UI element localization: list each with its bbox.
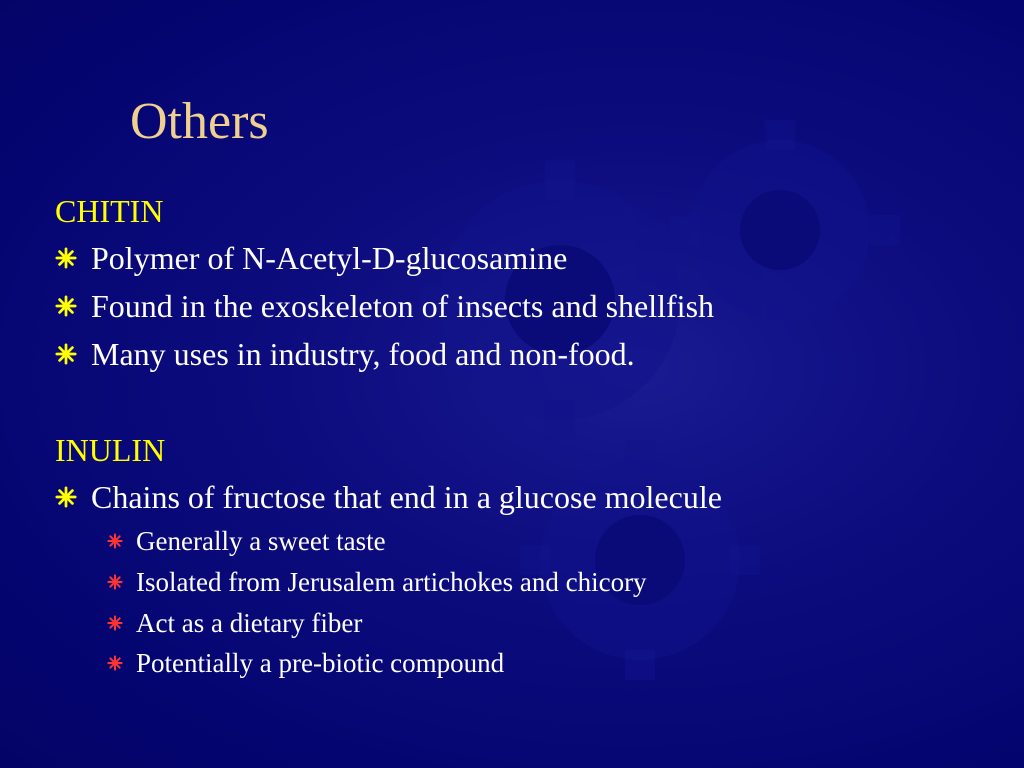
starburst-icon — [55, 247, 77, 269]
starburst-icon — [107, 533, 123, 549]
sub-bullet-item — [107, 525, 386, 557]
sub-bullet-text: Act as a dietary fiber — [136, 608, 363, 638]
starburst-icon — [107, 574, 123, 590]
starburst-icon — [55, 486, 77, 508]
bullet-text: Found in the exoskeleton of insects and shellfish — [91, 288, 715, 324]
bullet-text: Chains of fructose that end in a glucose molecule — [91, 479, 722, 515]
starburst-icon — [107, 615, 123, 631]
bullet-item — [55, 478, 722, 516]
bullet-text: Many uses in industry, food and non-food. — [91, 336, 635, 372]
section-heading-chitin: CHITIN — [55, 193, 164, 229]
sub-bullet-item — [107, 647, 504, 679]
sub-bullet-text: Generally a sweet taste — [136, 526, 386, 556]
sub-bullet-item — [107, 566, 647, 598]
bullet-item — [55, 239, 567, 277]
starburst-icon — [55, 295, 77, 317]
sub-bullet-text: Potentially a pre-biotic compound — [136, 648, 505, 678]
slide-title: Others — [130, 93, 269, 150]
section-heading-inulin: INULIN — [55, 432, 166, 468]
bullet-text: Polymer of N-Acetyl-D-glucosamine — [91, 240, 568, 276]
bullet-item — [55, 287, 714, 325]
bullet-item — [55, 335, 635, 373]
sub-bullet-text: Isolated from Jerusalem artichokes and chicory — [136, 567, 647, 597]
starburst-icon — [55, 343, 77, 365]
starburst-icon — [107, 655, 123, 671]
sub-bullet-item — [107, 607, 362, 639]
